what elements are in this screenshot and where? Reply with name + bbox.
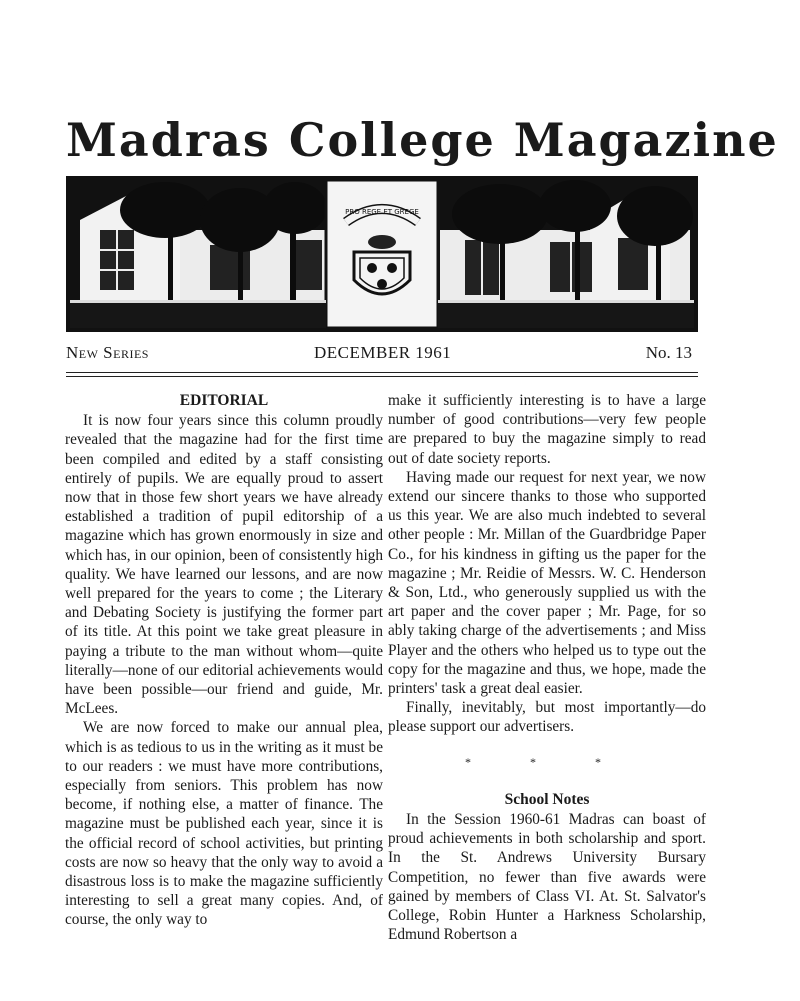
school-building-illustration [70,180,694,328]
masthead-illustration [66,176,698,332]
header-rule-bottom [66,376,698,377]
editorial-heading: EDITORIAL [179,392,269,409]
issue-number: No. 13 [645,343,692,362]
editorial-paragraph-2-start: We are now forced to make our annual plea, which is as tedious to us in the writing as it must be to our readers : we must have more contributions, especially from seniors. This problem has now become, if nothing else, a matter of finance. The magazine must be published each year, since it is the official record of school activities, but printing costs are now so heavy that the only way to avoid a disastrous loss is to make the magazine sufficiently interesting to sell a great many copies. And, of course, the only way to [65,719,383,929]
issue-series: New Series [66,343,149,362]
issue-info-line [66,343,698,367]
editorial-paragraph-1: It is now four years since this column proudly revealed that the magazine had for the first time been compiled and edited by a staff consisting entirely of pupils. We are equally proud to assert now that in those few short years we have already established a tradition of pupil editorship of a magazine which has grown enormously in size and which has, in our opinion, been of consistently high quality. We have learned our lessons, and are now well prepared for the years to come ; the Literary and Debating Society is justifying the former part of its title. At this point we take great pleasure in paying a tribute to the man without whom—quite literally—none of our editorial achievements would have been possible—our friend and guide, Mr. McLees. [65,412,383,718]
right-column [388,391,706,944]
left-column [65,391,383,930]
school-notes-heading: School Notes [504,790,590,808]
section-separator: * * * [465,754,629,769]
editorial-paragraph-4: Finally, inevitably, but most importantly—do please support our advertisers. [388,699,706,736]
school-notes-paragraph-1: In the Session 1960-61 Madras can boast of proud achievements in both scholarship and sport. In the St. Andrews University Bursary Competition, no fewer than five awards were gained by members of Class VI. At. St. Salvator's College, Robin Hunter a Harkness Scholarship, Edmund Robertson a [388,811,706,944]
crest-motto-label [345,208,419,216]
editorial-paragraph-2-end: make it sufficiently interesting is to have a large number of good contributions—very few people are prepared to buy the magazine simply to read out of date society reports. [388,392,706,467]
header-rule-top [66,372,698,373]
crest-motto: PRO REGE ET GREGE [345,208,419,216]
magazine-title: Madras College Magazine [66,113,779,167]
editorial-paragraph-3: Having made our request for next year, we now extend our sincere thanks to those who supported us this year. We are also much indebted to several other people : Mr. Millan of the Guardbridge Paper Co., for his kindness in gifting us the paper for the magazine ; Mr. Reidie of Messrs. W. C. Henderson & Son, Ltd., who generously supplied us with the art paper and the cover paper ; Mr. Page, for so ably taking charge of the advertisements ; and Miss Player and the others who helped us to type out the copy for the magazine and thus, we hope, made the printers' task a great deal easier. [388,468,706,698]
issue-date: DECEMBER 1961 [314,343,452,362]
